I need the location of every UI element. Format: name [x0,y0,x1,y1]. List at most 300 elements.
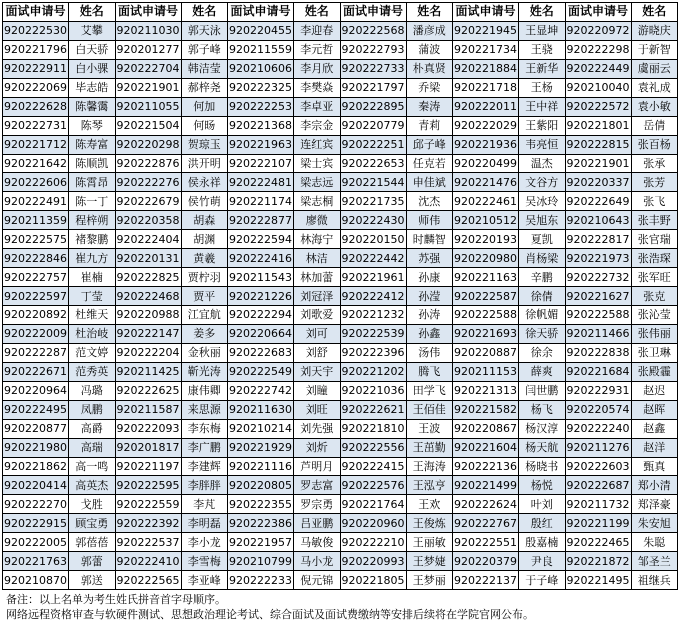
application-id-cell: 920222624 [453,495,519,514]
candidate-name-cell: 杜治岐 [69,324,116,343]
application-id-cell: 920221963 [228,135,294,154]
application-id-cell: 920222011 [453,97,519,116]
candidate-name-cell: 徐帆媚 [519,306,566,325]
application-id-cell: 920221226 [228,287,294,306]
application-id-cell: 920210512 [453,211,519,230]
candidate-name-cell: 孙康 [406,268,453,287]
table-row [3,135,678,154]
candidate-name-cell: 白小骒 [69,59,116,78]
application-id-cell: 920220358 [115,211,181,230]
application-id-cell: 920222817 [565,230,631,249]
candidate-name-cell: 吴冰玲 [519,192,566,211]
application-id-cell: 920222815 [565,135,631,154]
application-id-cell: 920222298 [565,40,631,59]
candidate-name-cell: 郭蕾 [69,552,116,571]
application-id-cell: 920222757 [3,268,69,287]
candidate-name-cell: 陈顺凯 [69,154,116,173]
application-id-cell: 920222147 [115,324,181,343]
application-id-cell: 920221797 [340,78,406,97]
candidate-name-cell: 李亚峰 [181,571,228,590]
application-id-cell: 920222204 [115,343,181,362]
candidate-name-cell: 郭蓓蓓 [69,533,116,552]
candidate-name-cell: 江宜航 [181,306,228,325]
candidate-name-cell: 韩洁莹 [181,59,228,78]
application-id-cell: 920211425 [115,362,181,381]
header-application-id: 面试申请号 [565,3,631,22]
table-row [3,78,678,97]
table-row [3,552,678,571]
candidate-name-cell: 杨天航 [519,438,566,457]
application-id-cell: 920222603 [565,457,631,476]
application-id-cell: 920222621 [340,400,406,419]
application-id-cell: 920221980 [3,438,69,457]
candidate-name-cell: 陈一丁 [69,192,116,211]
application-id-cell: 920220805 [228,476,294,495]
application-id-cell: 920222449 [565,59,631,78]
table-row [3,192,678,211]
candidate-name-cell: 梁士宾 [294,154,341,173]
candidate-name-cell: 刘可 [294,324,341,343]
candidate-name-cell: 杨汉淳 [519,419,566,438]
candidate-name-cell: 丁莹 [69,287,116,306]
candidate-name-cell: 张浩琛 [631,249,678,268]
application-id-cell: 920210040 [565,78,631,97]
candidate-name-cell: 李明磊 [181,514,228,533]
application-id-cell: 920220664 [228,324,294,343]
candidate-name-cell: 李迎春 [294,21,341,40]
application-id-cell: 920222704 [115,59,181,78]
candidate-name-cell: 乔梁 [406,78,453,97]
candidate-name-cell: 于新智 [631,40,678,59]
candidate-name-cell: 叶刘 [519,495,566,514]
candidate-name-cell: 何加 [181,97,228,116]
application-id-cell: 920222355 [228,495,294,514]
candidate-name-cell: 姜多 [181,324,228,343]
table-row [3,154,678,173]
table-row [3,21,678,40]
application-id-cell: 920210799 [228,552,294,571]
application-id-cell: 920221805 [340,571,406,590]
candidate-name-cell: 王梦丽 [406,571,453,590]
candidate-name-cell: 廖微 [294,211,341,230]
application-id-cell: 920222537 [115,533,181,552]
application-id-cell: 920221504 [115,116,181,135]
application-id-cell: 920221734 [453,40,519,59]
candidate-name-cell: 秦涛 [406,97,453,116]
candidate-name-cell: 张丰野 [631,211,678,230]
admission-list-sheet [2,2,677,622]
application-id-cell: 920220499 [453,154,519,173]
application-id-cell: 920222911 [3,59,69,78]
candidate-name-cell: 李宗金 [294,116,341,135]
table-row [3,97,678,116]
candidate-name-cell: 王俊炼 [406,514,453,533]
application-id-cell: 920211543 [228,268,294,287]
candidate-name-cell: 李广鹏 [181,438,228,457]
candidate-name-cell: 金秋丽 [181,343,228,362]
application-id-cell: 920221796 [3,40,69,59]
footnotes [2,592,677,622]
application-id-cell: 920221627 [565,287,631,306]
candidate-name-cell: 张伟丽 [631,324,678,343]
candidate-name-cell: 崔楠 [69,268,116,287]
application-id-cell: 920220972 [565,21,631,40]
application-id-cell: 920220877 [3,419,69,438]
candidate-name-cell: 郑小清 [631,476,678,495]
candidate-name-cell: 袁礼成 [631,78,678,97]
candidate-name-cell: 杜维天 [69,306,116,325]
application-id-cell: 920222412 [340,287,406,306]
header-name: 姓名 [631,3,678,22]
candidate-name-cell: 李樊焱 [294,78,341,97]
application-id-cell: 920222253 [228,97,294,116]
candidate-name-cell: 王杨 [519,78,566,97]
application-id-cell: 920221313 [453,381,519,400]
application-id-cell: 920222270 [3,495,69,514]
application-id-cell: 920221901 [565,154,631,173]
candidate-name-cell: 汤伟 [406,343,453,362]
application-id-cell: 920221368 [228,116,294,135]
table-row [3,381,678,400]
candidate-name-cell: 林洁 [294,249,341,268]
application-id-cell: 920222294 [228,306,294,325]
table-row [3,533,678,552]
candidate-name-cell: 殷红 [519,514,566,533]
candidate-name-cell: 师伟 [406,211,453,230]
application-id-cell: 920222251 [340,135,406,154]
candidate-name-cell: 孙滢 [406,287,453,306]
candidate-name-cell: 张卫琳 [631,343,678,362]
candidate-name-cell: 艾攀 [69,21,116,40]
application-id-cell: 920221693 [453,324,519,343]
application-id-cell: 920222287 [3,343,69,362]
application-id-cell: 920222430 [340,211,406,230]
application-id-cell: 920221929 [228,438,294,457]
candidate-name-cell: 祖继兵 [631,571,678,590]
application-id-cell: 920222029 [453,116,519,135]
candidate-name-cell: 连红宾 [294,135,341,154]
application-id-cell: 920221582 [453,400,519,419]
table-header-row [3,3,678,22]
candidate-name-cell: 罗宗勇 [294,495,341,514]
application-id-cell: 920221763 [3,552,69,571]
application-id-cell: 920222575 [3,230,69,249]
candidate-name-cell: 王海涛 [406,457,453,476]
application-id-cell: 920222731 [3,116,69,135]
candidate-name-cell: 李卓亚 [294,97,341,116]
candidate-name-cell: 郝梓尧 [181,78,228,97]
table-row [3,495,678,514]
candidate-name-cell: 王显坤 [519,21,566,40]
candidate-name-cell: 何旸 [181,116,228,135]
candidate-name-cell: 王丽敏 [406,533,453,552]
application-id-cell: 920222838 [565,343,631,362]
candidate-name-cell: 靳光涛 [181,362,228,381]
header-name: 姓名 [181,3,228,22]
application-id-cell: 920221684 [565,362,631,381]
application-id-cell: 920222576 [340,476,406,495]
application-id-cell: 920211276 [565,438,631,457]
application-id-cell: 920220379 [453,552,519,571]
application-id-cell: 920222628 [3,97,69,116]
application-id-cell: 920221973 [565,249,631,268]
candidate-name-cell: 芦明月 [294,457,341,476]
application-id-cell: 920222210 [340,533,406,552]
candidate-name-cell: 程梓朔 [69,211,116,230]
candidate-name-cell: 张芳 [631,173,678,192]
table-row [3,571,678,590]
application-id-cell: 920220779 [340,116,406,135]
candidate-name-cell: 王梦婕 [406,552,453,571]
application-id-cell: 920222625 [115,381,181,400]
application-id-cell: 920222679 [115,192,181,211]
application-id-cell: 920221642 [3,154,69,173]
candidate-name-cell: 殷嘉楠 [519,533,566,552]
application-id-cell: 920222404 [115,230,181,249]
header-application-id: 面试申请号 [115,3,181,22]
table-row [3,324,678,343]
application-id-cell: 920222442 [340,249,406,268]
application-id-cell: 920221495 [565,571,631,590]
candidate-name-cell: 梁志桐 [294,192,341,211]
application-id-cell: 920222653 [340,154,406,173]
table-row [3,211,678,230]
application-id-cell: 920210643 [565,211,631,230]
application-id-cell: 920221476 [453,173,519,192]
candidate-name-cell: 倪元锦 [294,571,341,590]
candidate-name-cell: 冯璐 [69,381,116,400]
application-id-cell: 920221810 [340,419,406,438]
candidate-name-cell: 黄羲 [181,249,228,268]
candidate-name-cell: 马敏俊 [294,533,341,552]
application-id-cell: 920211030 [115,21,181,40]
table-row [3,438,678,457]
application-id-cell: 920222687 [565,476,631,495]
application-id-cell: 920222136 [453,457,519,476]
application-id-cell: 920222877 [228,211,294,230]
application-id-cell: 920222683 [228,343,294,362]
candidate-name-cell: 张承 [631,154,678,173]
candidate-name-cell: 李小龙 [181,533,228,552]
application-id-cell: 920221718 [453,78,519,97]
application-id-cell: 920221174 [228,192,294,211]
application-id-cell: 920221936 [453,135,519,154]
candidate-name-cell: 毕志皓 [69,78,116,97]
application-id-cell: 920201277 [115,40,181,59]
candidate-name-cell: 韦亮恒 [519,135,566,154]
candidate-name-cell: 邱子峰 [406,135,453,154]
application-id-cell: 920220337 [565,173,631,192]
candidate-name-cell: 罗志富 [294,476,341,495]
candidate-name-cell: 张军旺 [631,268,678,287]
table-body [3,21,678,589]
candidate-name-cell: 胡渊 [181,230,228,249]
header-name: 姓名 [294,3,341,22]
candidate-name-cell: 甄真 [631,457,678,476]
candidate-name-cell: 杨悦 [519,476,566,495]
candidate-name-cell: 范文婷 [69,343,116,362]
header-application-id: 面试申请号 [228,3,294,22]
candidate-name-cell: 蒲波 [406,40,453,59]
application-id-cell: 920220993 [340,552,406,571]
application-id-cell: 920222530 [3,21,69,40]
candidate-name-cell: 刘歌爱 [294,306,341,325]
candidate-name-cell: 洪开明 [181,154,228,173]
application-id-cell: 920222392 [115,514,181,533]
table-row [3,40,678,59]
application-id-cell: 920220455 [228,21,294,40]
application-id-cell: 920220980 [453,249,519,268]
candidate-name-cell: 于子峰 [519,571,566,590]
application-id-cell: 920201817 [115,438,181,457]
candidate-name-cell: 郑泽豪 [631,495,678,514]
application-id-cell: 920220150 [340,230,406,249]
application-id-cell: 920221163 [453,268,519,287]
application-id-cell: 920221945 [453,21,519,40]
table-row [3,514,678,533]
application-id-cell: 920222468 [115,287,181,306]
footnote-order: 备注：以上名单为考生姓氏拼音首字母顺序。 [6,593,226,607]
candidate-name-cell: 吕亚鹏 [294,514,341,533]
application-id-cell: 920222767 [453,514,519,533]
table-row [3,306,678,325]
candidate-name-cell: 李东梅 [181,419,228,438]
candidate-name-cell: 李元哲 [294,40,341,59]
candidate-name-cell: 温杰 [519,154,566,173]
candidate-name-cell: 徐余 [519,343,566,362]
candidate-name-cell: 崔九方 [69,249,116,268]
application-id-cell: 920221872 [565,552,631,571]
application-id-cell: 920222093 [115,419,181,438]
candidate-name-cell: 来思源 [181,400,228,419]
candidate-name-cell: 虞丽云 [631,59,678,78]
candidate-name-cell: 刘天宇 [294,362,341,381]
candidate-name-cell: 高英杰 [69,476,116,495]
candidate-name-cell: 时麟智 [406,230,453,249]
application-id-cell: 920221901 [115,78,181,97]
application-id-cell: 920222565 [115,571,181,590]
table-row [3,457,678,476]
application-id-cell: 920221202 [340,362,406,381]
application-id-cell: 920222069 [3,78,69,97]
candidate-name-cell: 潘彦成 [406,21,453,40]
application-id-cell: 920222551 [453,533,519,552]
application-id-cell: 920222495 [3,400,69,419]
candidate-name-cell: 林加蕾 [294,268,341,287]
application-id-cell: 920222572 [565,97,631,116]
candidate-name-cell: 张官瑞 [631,230,678,249]
application-id-cell: 920222587 [453,287,519,306]
candidate-name-cell: 薛爽 [519,362,566,381]
candidate-name-cell: 凤鹏 [69,400,116,419]
candidate-name-cell: 赵晖 [631,400,678,419]
application-id-cell: 920222481 [228,173,294,192]
application-id-cell: 920222649 [565,192,631,211]
table-row [3,476,678,495]
candidate-name-cell: 褚黎鹏 [69,230,116,249]
header-application-id: 面试申请号 [3,3,69,22]
application-id-cell: 920222240 [565,419,631,438]
candidate-name-cell: 王中祥 [519,97,566,116]
candidate-name-cell: 袁小敏 [631,97,678,116]
candidate-name-cell: 辛鹏 [519,268,566,287]
candidate-name-cell: 高爵 [69,419,116,438]
candidate-name-cell: 王泓亨 [406,476,453,495]
application-id-cell: 920211466 [565,324,631,343]
candidate-name-cell: 李芃 [181,495,228,514]
application-id-cell: 920210214 [228,419,294,438]
candidate-name-cell: 刘旺 [294,400,341,419]
application-id-cell: 920221862 [3,457,69,476]
application-id-cell: 920220887 [453,343,519,362]
candidate-name-cell: 顾宝勇 [69,514,116,533]
candidate-name-cell: 马小龙 [294,552,341,571]
application-id-cell: 920222415 [340,457,406,476]
candidate-name-cell: 邹圣兰 [631,552,678,571]
table-row [3,230,678,249]
application-id-cell: 920222595 [115,476,181,495]
candidate-name-cell: 朴真贤 [406,59,453,78]
application-id-cell: 920222233 [228,571,294,590]
application-id-cell: 920222876 [115,154,181,173]
candidate-name-cell: 王紫阳 [519,116,566,135]
application-id-cell: 920211055 [115,97,181,116]
candidate-name-cell: 陈馨霭 [69,97,116,116]
candidate-name-cell: 朱安旭 [631,514,678,533]
candidate-name-cell: 胡森 [181,211,228,230]
application-id-cell: 920221961 [340,268,406,287]
application-id-cell: 920222597 [3,287,69,306]
application-id-cell: 920221764 [340,495,406,514]
table-row [3,362,678,381]
candidate-name-cell: 孙涛 [406,306,453,325]
application-id-cell: 920222491 [3,192,69,211]
application-id-cell: 920211630 [228,400,294,419]
candidate-name-cell: 张克 [631,287,678,306]
candidate-name-cell: 闫世鹏 [519,381,566,400]
table-row [3,173,678,192]
application-id-cell: 920222915 [3,514,69,533]
candidate-name-cell: 刘先强 [294,419,341,438]
application-id-cell: 920222732 [565,268,631,287]
application-id-cell: 920211732 [565,495,631,514]
candidate-name-cell: 腾飞 [406,362,453,381]
candidate-name-cell: 赵迟 [631,381,678,400]
application-id-cell: 920221735 [340,192,406,211]
table-row [3,287,678,306]
table-row [3,343,678,362]
application-id-cell: 920221036 [340,381,406,400]
application-id-cell: 920222539 [340,324,406,343]
footnote-schedule: 网络远程资格审查与软硬件测试、思想政治理论考试、综合面试及面试费缴纳等安排后续将在学院官网公布。 [6,608,534,622]
application-id-cell: 920221957 [228,533,294,552]
candidate-name-cell: 郭天泳 [181,21,228,40]
candidate-name-cell: 刘冠泽 [294,287,341,306]
candidate-name-cell: 申佳斌 [406,173,453,192]
header-name: 姓名 [406,3,453,22]
application-id-cell: 920222276 [115,173,181,192]
candidate-name-cell: 夏凯 [519,230,566,249]
application-id-cell: 920222793 [340,40,406,59]
candidate-name-cell: 苏强 [406,249,453,268]
candidate-name-cell: 杨飞 [519,400,566,419]
application-id-cell: 920221544 [340,173,406,192]
application-id-cell: 920221604 [453,438,519,457]
table-row [3,268,678,287]
header-application-id: 面试申请号 [340,3,406,22]
candidate-name-cell: 沈杰 [406,192,453,211]
table-row [3,249,678,268]
